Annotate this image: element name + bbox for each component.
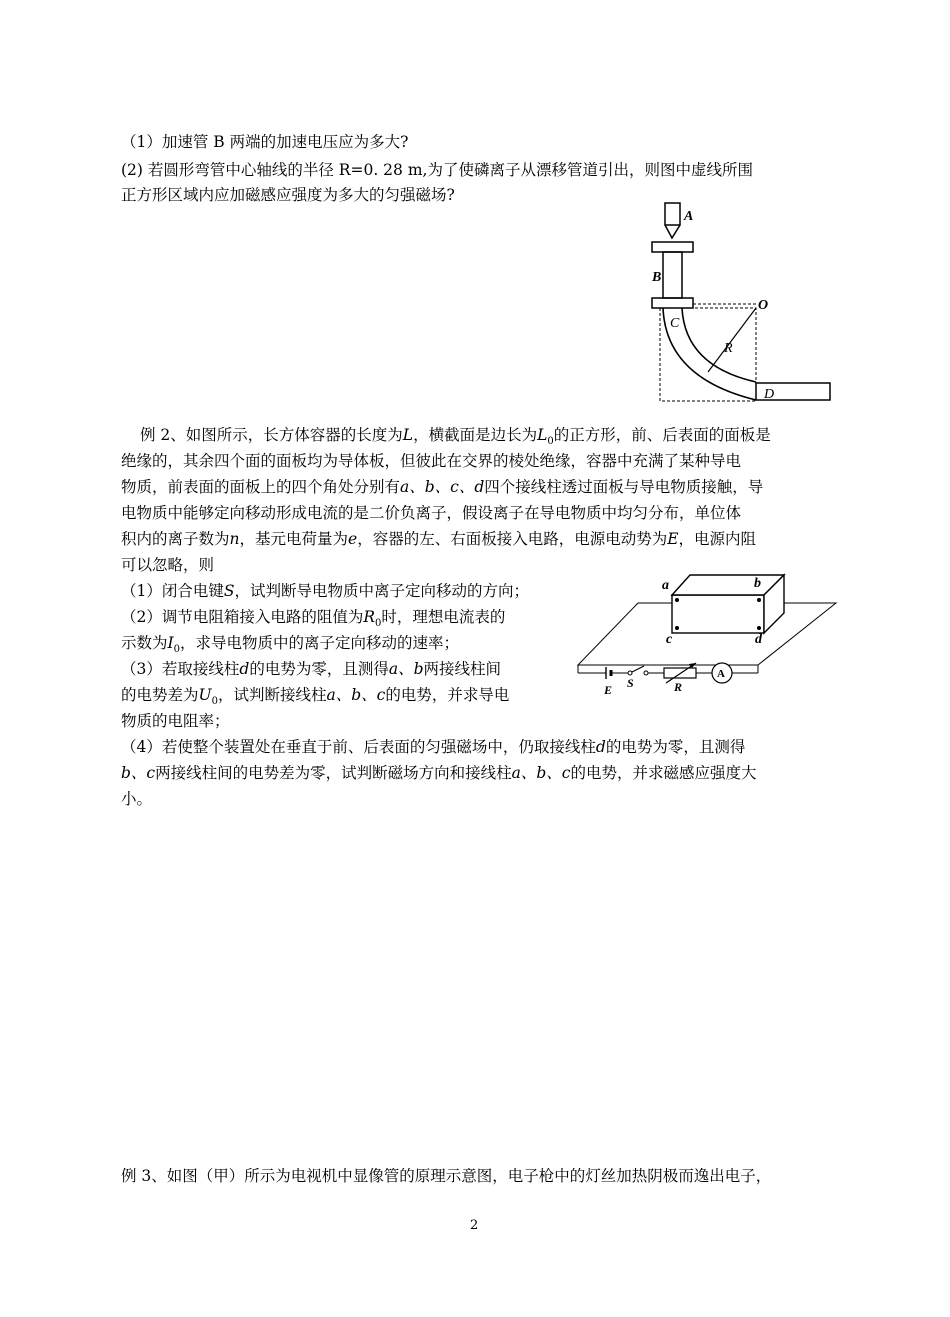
example2-question3-line3: 物质的电阻率； — [121, 712, 230, 730]
label-R: R — [724, 341, 733, 356]
page-number: 2 — [470, 1218, 479, 1233]
label-A: A — [684, 209, 694, 224]
label-d: d — [755, 632, 762, 647]
example2-question3-line2: 的电势差为$U_0$，试判断接线柱a、b、c的电势，并求导电 — [121, 686, 510, 708]
example2-line1: 例 2、如图所示，长方体容器的长度为L，横截面是边长为$L_0$的正方形，前、后表面的面板是 — [140, 426, 771, 448]
problem1-question2-line1: (2) 若圆形弯管中心轴线的半径 R=0. 28 m,为了使磷离子从漂移管道引出，则图中虚线所围 — [121, 161, 753, 179]
label-R: R — [674, 680, 683, 694]
example2-question4-line3: 小。 — [121, 790, 153, 808]
example2-question1: （1）闭合电键S，试判断导电物质中离子定向移动的方向； — [121, 582, 530, 600]
accelerator-tube-figure — [640, 200, 840, 405]
problem1-question1: （1）加速管 B 两端的加速电压应为多大? — [121, 133, 409, 151]
example2-question2-line1: （2）调节电阻箱接入电路的阻值为$R_0$时，理想电流表的 — [121, 608, 506, 630]
example2-line2: 绝缘的，其余四个面的面板均为导体板，但彼此在交界的棱处绝缘，容器中充满了某种导电 — [121, 452, 742, 470]
label-S: S — [627, 676, 634, 690]
example2-line6: 可以忽略，则 — [121, 556, 215, 574]
label-b: b — [754, 576, 761, 591]
label-B: B — [652, 270, 662, 285]
example2-line4: 电物质中能够定向移动形成电流的是二价负离子，假设离子在导电物质中均匀分布，单位体 — [121, 504, 742, 522]
container-circuit-figure — [578, 565, 842, 700]
example2-line5: 积内的离子数为n，基元电荷量为e，容器的左、右面板接入电路，电源电动势为E，电源内阻 — [121, 530, 757, 548]
label-D: D — [764, 387, 775, 402]
label-c: c — [666, 632, 673, 647]
label-O: O — [758, 298, 769, 313]
example2-question4-line1: （4）若使整个装置处在垂直于前、后表面的匀强磁场中，仍取接线柱d的电势为零，且测得 — [121, 738, 746, 756]
label-C: C — [670, 316, 680, 331]
example2-question4-line2: b、c两接线柱间的电势差为零，试判断磁场方向和接线柱a、b、c的电势，并求磁感应强度大 — [121, 764, 757, 782]
example2-question3-line1: （3）若取接线柱d的电势为零，且测得a、b两接线柱间 — [121, 660, 502, 678]
example3-line1: 例 3、如图（甲）所示为电视机中显像管的原理示意图，电子枪中的灯丝加热阴极而逸出电子， — [121, 1167, 772, 1185]
ammeter-label: A — [717, 668, 725, 680]
label-E: E — [604, 683, 613, 697]
label-a: a — [662, 578, 669, 593]
problem1-question2-line2: 正方形区域内应加磁感应强度为多大的匀强磁场? — [121, 186, 455, 204]
example2-line3: 物质，前表面的面板上的四个角处分别有a、b、c、d四个接线柱透过面板与导电物质接触，导 — [121, 478, 764, 496]
example2-question2-line2: 示数为$I_0$，求导电物质中的离子定向移动的速率； — [121, 634, 460, 656]
